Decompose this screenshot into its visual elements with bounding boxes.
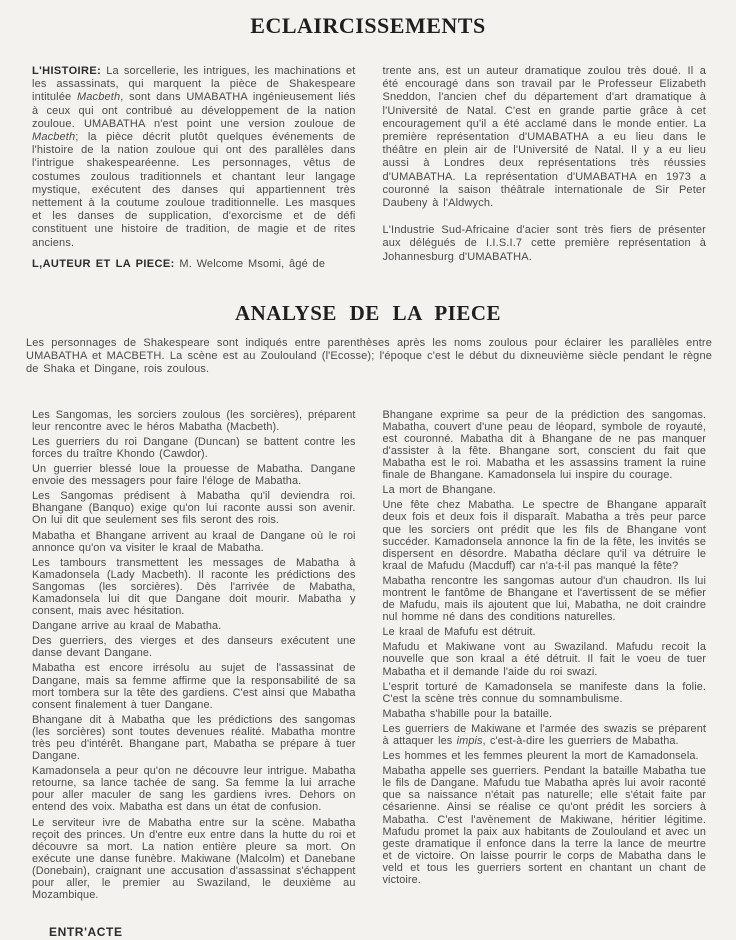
auteur-text-segment: M. Welcome Msomi, âgé de: [174, 257, 326, 270]
entracte-label: ENTR'ACTE: [49, 925, 123, 940]
synopsis-paragraph: Mabatha s'habille pour la bataille.: [382, 707, 553, 720]
eclaircissements-section: [0, 65, 736, 271]
synopsis-paragraph: Les guerriers du roi Dangane (Duncan) se battent contre les forces du traître Khondo (Cawdor).: [32, 435, 356, 460]
analysis-intro-paragraph: Les personnages de Shakespeare sont indiqués entre parenthèses après les noms zoulous pour éclairer les parallèles entre UMABATHA et MACBETH. La scène est au Zoulouland (l'Ecosse); l'époque c'est le début du dixneuvième siècle pendant le règne de Shaka et Dingane, rois zoulous.: [26, 337, 712, 376]
synopsis-paragraph: Kamadonsela a peur qu'on ne découvre leur intrigue. Mabatha retourne, sa lance tachée de sang. Sa femme la lui arrache pour aller maculer de sang les gardiens ivres. Dehors on entend des voix. Mabatha est dans un état de confusion.: [32, 765, 356, 814]
page-title: ECLAIRCISSEMENTS: [250, 13, 486, 38]
synopsis-paragraph: La mort de Bhangane.: [382, 484, 496, 497]
macbeth-title-italic: Macbeth: [32, 131, 76, 144]
analysis-title: ANALYSE DE LA PIECE: [234, 301, 502, 326]
synopsis-paragraph: Bhangane exprime sa peur de la prédiction des sangomas. Mabatha, couvert d'une peau de léopard, symbole de royauté, est couronné. Mabatha dit à Bhangane de ne pas manquer d'assister à la fête. Bhangane sort, conscient du fait que Mabatha est le roi. Mabatha et les assassins trament la ruine finale de Bhangane. Kamadonsela lui inspire du courage.: [382, 408, 706, 482]
biography-paragraph: trente ans, est un auteur dramatique zoulou très doué. Il a été encouragé dans son travail par le Professeur Elizabeth Sneddon, l'ancien chef du département d'art dramatique à l'Université de Natal. C'est en grande partie grâce à cet encouragement qu'il a été acclamé dans le monde entier. La première représentation d'UMABATHA a eu lieu dans le théâtre en plein air de l'Université de Natal. Il y a eu lieu aussi à Londres deux représentations très réussies d'UMABATHA. La représentation d'UMABATHA en 1973 a couronné la saison théâtrale internationale de Sir Peter Daubeny à l'Aldwych.: [382, 65, 706, 210]
impis-italic: impis: [456, 735, 483, 747]
synopsis-paragraph: Un guerrier blessé loue la prouesse de Mabatha. Dangane envoie des messagers pour faire l'éloge de Mabatha.: [32, 463, 356, 488]
synopsis-paragraph: Les hommes et les femmes pleurent la mort de Kamadonsela.: [382, 750, 699, 763]
auteur-paragraph: [32, 258, 356, 271]
synopsis-text-segment: , c'est-à-dire les guerriers de Mabatha.: [482, 735, 679, 747]
presenter-paragraph: L'Industrie Sud-Africaine d'acier sont très fiers de présenter aux délégués de I.I.S.I.7 cette première représentation à Johannesburg d'UMABATHA.: [382, 224, 706, 263]
synopsis-paragraph: Dangane arrive au kraal de Mabatha.: [32, 620, 222, 633]
synopsis-paragraph: Mabatha rencontre les sangomas autour d'un chaudron. Ils lui montrent le fantôme de Bhangane et l'avertissent de se méfier de Mafudu, mais ils ajoutent que lui, Mabatha, ne doit craindre nul homme né dans des conditions naturelles.: [382, 574, 706, 624]
eclaircissements-left-column: [32, 65, 356, 271]
synopsis-paragraph: Mabatha est encore irrésolu au sujet de l'assassinat de Dangane, mais sa femme affirme que la responsabilité de sa mort tombera sur la tête des gardiens. C'est ainsi que Mabatha consent finalement à tuer Dangane.: [32, 662, 356, 711]
histoire-label: L'HISTOIRE:: [32, 65, 102, 77]
synopsis-paragraph: Mafudu et Makiwane vont au Swaziland. Mafudu recoit la nouvelle que son kraal a été détruit. Il fait le voeu de tuer Mabatha et il demande l'aide du roi swazi.: [382, 641, 706, 678]
auteur-label: L,AUTEUR ET LA PIECE:: [32, 257, 175, 270]
macbeth-title-italic: Macbeth: [76, 91, 121, 104]
histoire-text-segment: La sorcellerie, les intrigues, les machinations et les assassinats, qui marquent la pièce de Shakespeare intitulée: [32, 65, 356, 104]
histoire-text-segment: ; la pièce décrit plutôt quelques événements de l'histoire de la nation zouloue qui ont des parallèles dans l'intrigue shakespearéenne. Les personnages, vêtus de costumes zoulous traditionnels et chantant leur langage mystique, exécutent des danses qui appartiennent très nettement à la coutume zouloue traditionnelle. Les masques et les danses de supplication, d'exorcisme et de défi constituent une histoire de tradition, de magie et de rites anciens.: [32, 131, 356, 249]
synopsis-paragraph: Les Sangomas, les sorciers zoulous (les sorcières), préparent leur rencontre avec le héros Mabatha (Macbeth).: [32, 408, 356, 433]
analysis-section: [0, 409, 736, 940]
eclaircissements-right-column: [383, 65, 707, 271]
histoire-paragraph: [32, 65, 356, 250]
synopsis-paragraph: Les Sangomas prédisent à Mabatha qu'il deviendra roi. Bhangane (Banquo) exige qu'on lui raconte aussi son avenir. On lui dit que seulement ses fils seront des rois.: [32, 490, 356, 527]
synopsis-paragraph: Le kraal de Mafufu est détruit.: [382, 626, 536, 639]
analysis-right-column: [383, 409, 707, 940]
synopsis-paragraph: [383, 723, 707, 747]
synopsis-paragraph: L'esprit torturé de Kamadonsela se manifeste dans la folie. C'est la scène très connue du somnambulisme.: [382, 680, 706, 705]
synopsis-paragraph: Une fête chez Mabatha. Le spectre de Bhangane apparaît deux fois et deux fois il disparaît. Mabatha a très peur parce que les sorciers ont prédit que les fils de Bhangane vont succéder. Kamadonsela annonce la fin de la fête, les invités se dispersent en désordre. Mabatha déclare qu'il va détruire le kraal de Mafudu (Macduff) car n'a-t-il pas manqué la fête?: [382, 499, 706, 572]
analysis-left-column: [32, 409, 356, 940]
synopsis-paragraph: Le serviteur ivre de Mabatha entre sur la scène. Mabatha reçoit des princes. Un d'entre eux entre dans la hutte du roi et découvre sa mort. La nation entière pleure sa mort. On exécute une danse funèbre. Makiwane (Malcolm) et Danebane (Donebain), craignant une accusation d'assassinat s'échappent pour aller, le premier au Swaziland, le deuxième au Mozambique.: [32, 816, 356, 902]
synopsis-paragraph: Mabatha appelle ses guerriers. Pendant la bataille Mabatha tue le fils de Dangane. Mafudu tue Mabatha après lui avoir raconté que sa naissance n'était pas naturelle; elle s'était faite par césarienne. Ainsi se réalise ce qu'ont prédit les sorciers à Mabatha. C'est l'avènement de Makiwane, héritier légitime. Mafudu promet la paix aux habitants de Zoulouland et avec un geste dramatique il enfonce dans la terre la lance de meurtre et de victoire. On laisse pourrir le corps de Mabatha dans le veld et tous les guerriers sortent en chantant un chant de victoire.: [382, 765, 706, 887]
synopsis-paragraph: Mabatha et Bhangane arrivent au kraal de Dangane où le roi annonce qu'on va visiter le kraal de Mabatha.: [32, 529, 356, 554]
synopsis-text-segment: Les guerriers de Makiwane et l'armée des swazis se préparent à attaquer les: [382, 722, 706, 747]
synopsis-paragraph: Bhangane dit à Mabatha que les prédictions des sangomas (les sorcières) sont toutes devenues réalité. Mabatha montre très peu d'intérêt. Bhangane part, Mabatha se prépare à tuer Dangane.: [32, 713, 356, 763]
histoire-text-segment: , sont dans UMABATHA ingénieusement liés à ceux qui ont contribué au développement de la nation zouloue. UMABATHA n'est point une version zouloue de: [32, 91, 356, 130]
synopsis-paragraph: Les tambours transmettent les messages de Mabatha à Kamadonsela (Lady Macbeth). Il raconte les prédictions des Sangomas (les sorcières). Dès l'arrivée de Mabatha, Kamadonsela lui dit que Dangane doit mourir. Mabatha y consent, mais avec hésitation.: [32, 556, 356, 618]
synopsis-paragraph: Des guerriers, des vierges et des danseurs exécutent une danse devant Dangane.: [32, 635, 356, 660]
